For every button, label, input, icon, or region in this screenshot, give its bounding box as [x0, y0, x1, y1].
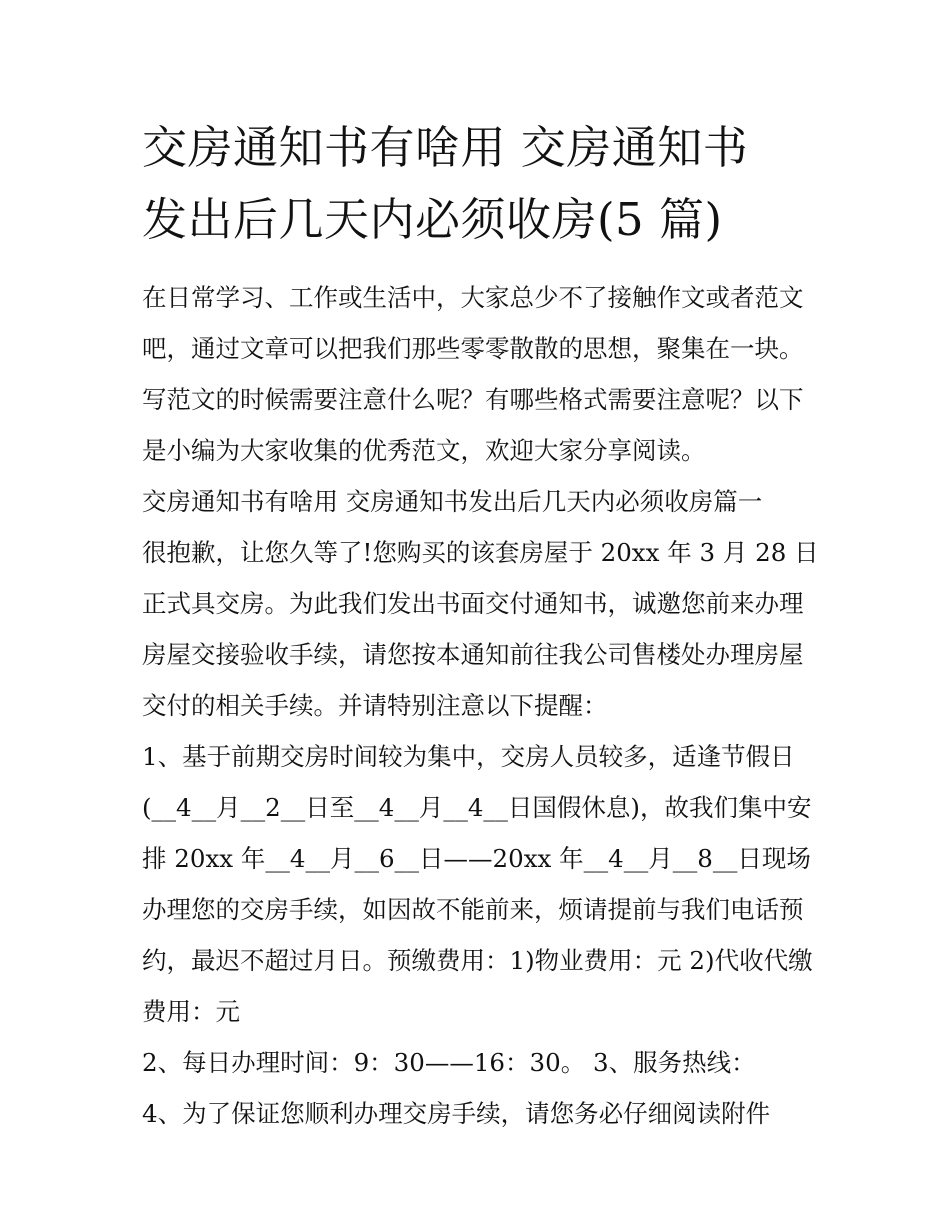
title-line-2: 发出后几天内必须收房(5 篇) — [142, 193, 723, 246]
document-body — [142, 272, 822, 1139]
intro-paragraph: 在日常学习、工作或生活中，大家总少不了接触作文或者范文吧，通过文章可以把我们那些零零散散的思想，聚集在一块。写范文的时候需要注意什么呢？有哪些格式需要注意呢？以下是小编为大家收集的优秀范文，欢迎大家分享阅读。 — [142, 283, 804, 465]
title-line-1: 交房通知书有啥用 交房通知书 — [142, 121, 749, 174]
section-heading: 交房通知书有啥用 交房通知书发出后几天内必须收房篇一 — [142, 487, 763, 516]
item-1-paragraph: 1、基于前期交房时间较为集中，交房人员较多，适逢节假日(__4__月__2__日至__4__月__4__日国假休息)，故我们集中安排 20xx 年__4__月__6__日——20xx 年__4__月__8__日现场办理您的交房手续，如因故不能前来，烦请提前与我们电话预约，最迟不超过月日。预缴费用：1)物业费用：元 2)代收代缴费用：元 — [142, 742, 813, 1026]
item-2-3-paragraph: 2、每日办理时间：9：30——16：30。 3、服务热线： — [142, 1048, 756, 1077]
document-page — [142, 112, 822, 1139]
item-4-paragraph: 4、为了保证您顺利办理交房手续，请您务必仔细阅读附件 — [142, 1099, 771, 1128]
document-title — [142, 112, 822, 256]
notice-paragraph: 很抱歉，让您久等了!您购买的该套房屋于 20xx 年 3 月 28 日正式具交房。为此我们发出书面交付通知书，诚邀您前来办理房屋交接验收手续，请您按本通知前往我公司售楼处办理房屋交付的相关手续。并请特别注意以下提醒： — [142, 538, 819, 720]
